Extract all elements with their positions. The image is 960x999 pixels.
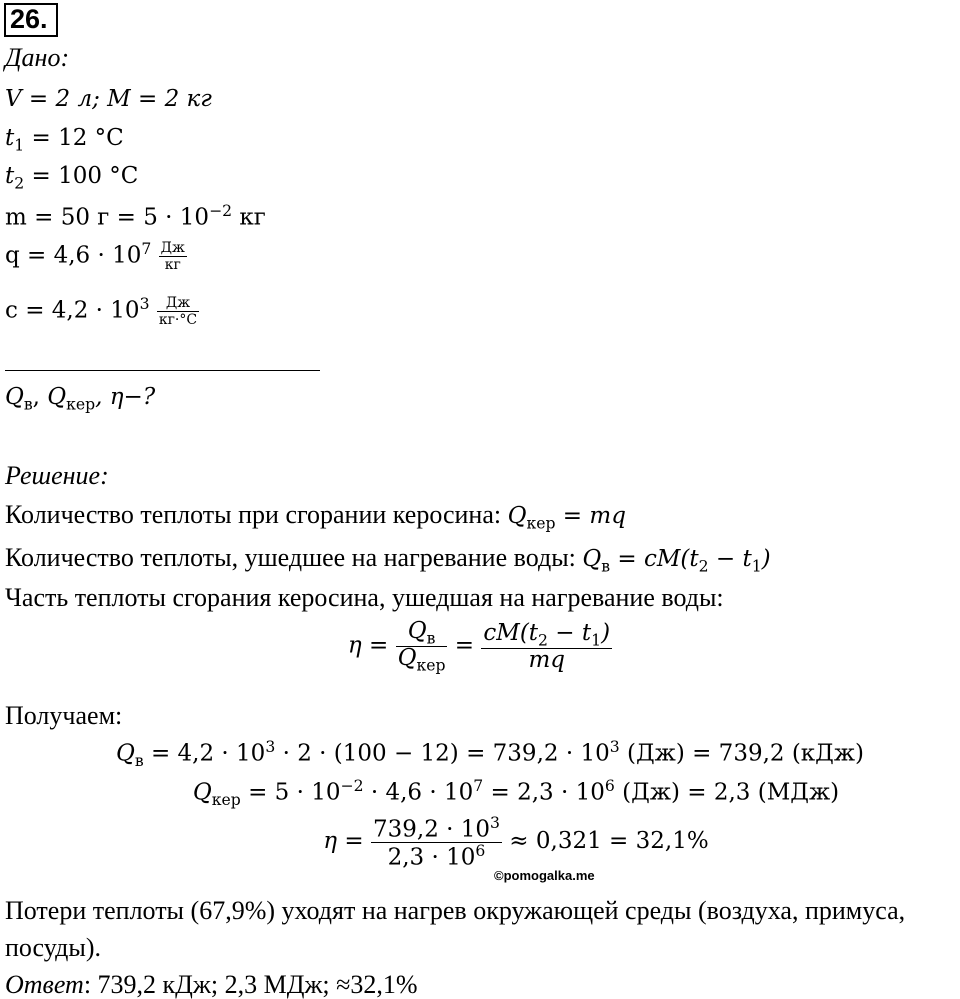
get-label: Получаем: [5,701,123,730]
solution-step-2: Количество теплоты, ушедшее на нагревание воды: $Q_в = cM(t_2 - t_1)$ [5,543,771,576]
answer-line: Ответ: 739,2 кДж; 2,3 МДж; ≈32,1% [5,970,418,999]
eta-formula: η = $\frac{Q_в}{Q_{кер}}$ = $\frac{cM(t_2 - t_1)}{mq}$ [347,618,611,675]
loss-line-2: посуды). [5,933,101,962]
given-c: $c = 4,2 \cdot 10^3$ $\frac{Дж}{кг\cdot^\circ C}$ [5,293,198,328]
problem-number: 26. [4,3,58,37]
calc-qv: $Q_в = 4,2 \cdot 10^3 \cdot 2 \cdot (100 - 12) = 739,2 \cdot 10^3$ (Дж) = 739,2 (кДж) [115,737,865,771]
solution-heading: Решение: [5,461,109,490]
given-volume-mass: V = 2 л; M = 2 кг [5,86,212,112]
find-line: $Q_в$, $Q_{кер}$, η−? [5,384,156,414]
calc-qker: $Q_{кер} = 5 \cdot 10^{-2} \cdot 4,6 \cdot 10^7 = 2,3 \cdot 10^6$ (Дж) = 2,3 (МДж) [192,776,840,810]
solution-step-3: Часть теплоты сгорания керосина, ушедшая на нагревание воды: [5,583,724,612]
solution-step-1: Количество теплоты при сгорании керосина: $Q_{кер}$ = mq [5,500,626,533]
calc-eta-fraction: $\frac{739,2 \cdot 10^3}{2,3 \cdot 10^6}$ [372,813,500,871]
given-heading: Дано: [5,43,70,72]
eta-fraction-1: $\frac{Q_в}{Q_{кер}}$ [397,618,446,675]
given-t2: $t_2 = 100$ °C [5,163,139,193]
given-m: m = 50 $г = 5 \cdot 10^{-2}$ кг [5,201,266,231]
given-q: $q = 4,6 \cdot 10^7$ $\frac{Дж}{кг}$ [5,238,185,273]
watermark: ©pomogalka.me [494,868,595,883]
c-unit-fraction: $\frac{Дж}{кг\cdot^\circ C}$ [158,295,198,328]
loss-line-1: Потери теплоты (67,9%) уходят на нагрев окружающей среды (воздуха, примуса, [5,896,906,925]
q-unit-fraction: $\frac{Дж}{кг}$ [160,240,185,273]
given-divider [5,370,320,371]
eta-fraction-2: $\frac{cM(t_2 - t_1)}{mq}$ [483,619,611,673]
calc-eta: η = $\frac{739,2 \cdot 10^3}{2,3 \cdot 10^6}$ ≈ 0,321 = 32,1% [323,813,709,871]
given-t1: $t_1 = 12$ °C [5,125,124,155]
